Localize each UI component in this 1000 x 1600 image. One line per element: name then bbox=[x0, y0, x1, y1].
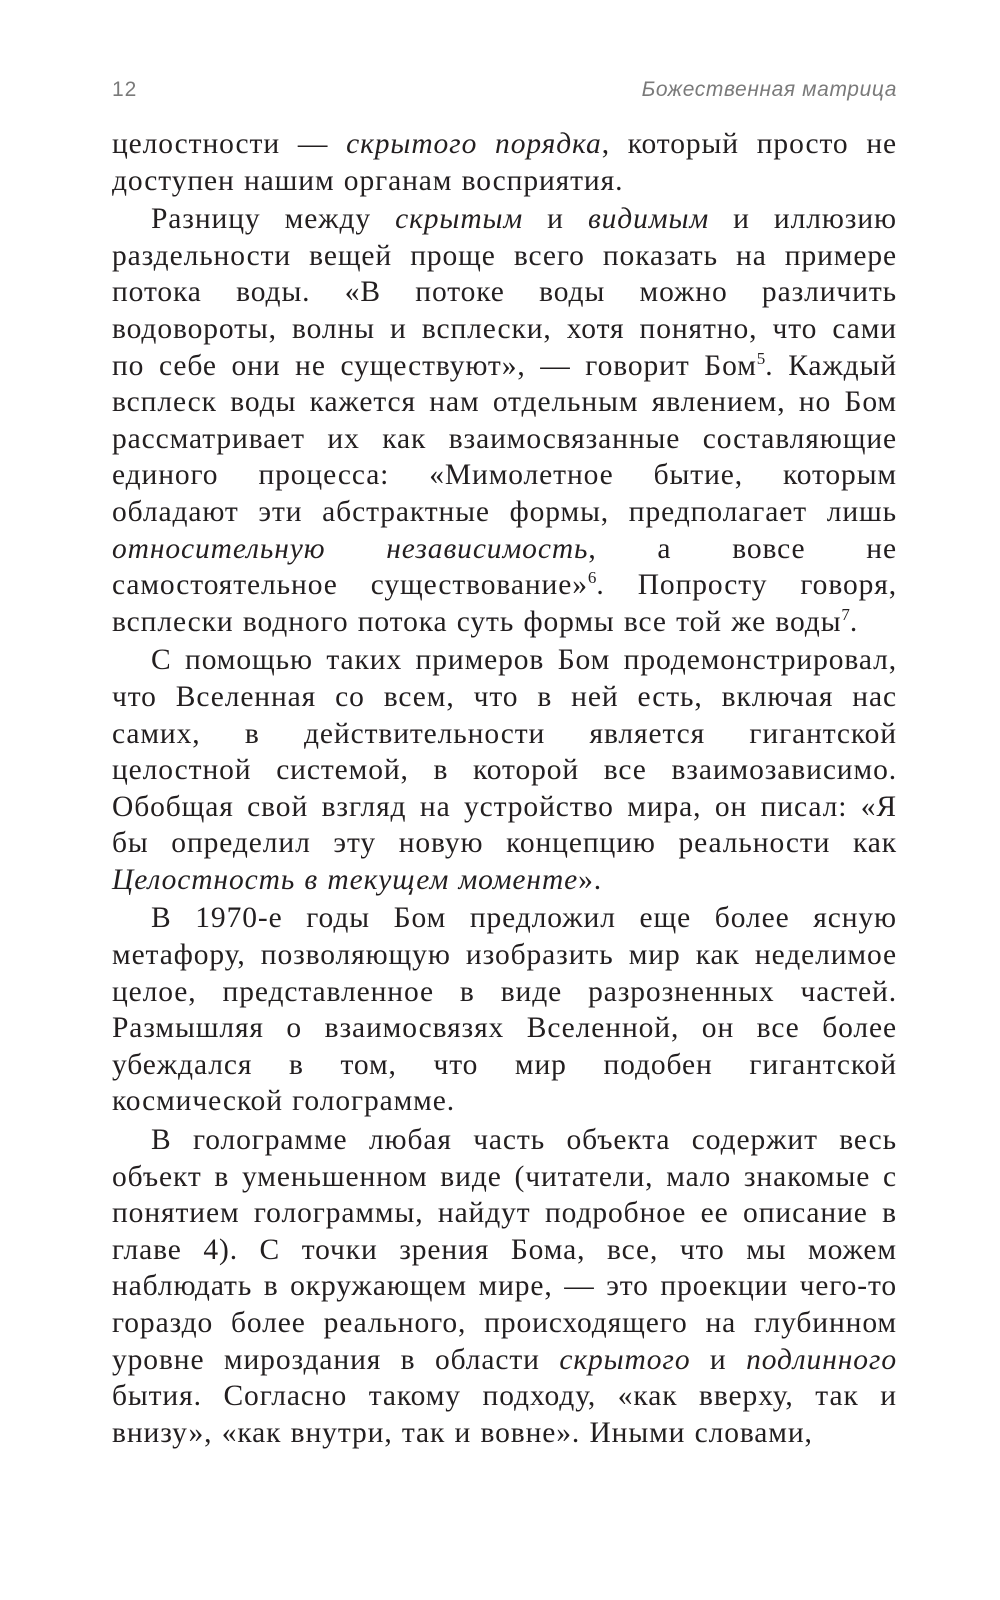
paragraph-2 bbox=[112, 201, 897, 640]
paragraph-5 bbox=[112, 1122, 897, 1451]
text-run: и bbox=[523, 203, 588, 236]
text-run: и bbox=[690, 1343, 747, 1376]
text-run: бытия. Согласно такому подходу, «как вверху, так и внизу», «как внутри, так и вовне». Иными словами, bbox=[112, 1380, 897, 1449]
italic-run: подлинного bbox=[746, 1343, 897, 1376]
text-run: В голограмме любая часть объекта содержит весь объект в уменьшенном виде (читатели, мало знакомые с понятием голограммы, найдут подробное ее описание в главе 4). С точки зрения Бома, все, что мы можем наблюдать в окружающем мире, — это проекции чего-то гораздо более реального, происходящего на глубинном уровне мироздания в области bbox=[112, 1124, 897, 1376]
running-header bbox=[112, 78, 897, 108]
text-run: целостности — bbox=[112, 128, 347, 160]
text-run: , а вовсе не самостоятельное существование» bbox=[112, 532, 897, 602]
italic-run: видимым bbox=[587, 203, 710, 236]
body-text bbox=[112, 126, 897, 1451]
text-run: . bbox=[849, 605, 859, 638]
italic-run: скрытым bbox=[395, 203, 524, 236]
italic-run: Целостность в текущем моменте bbox=[112, 863, 579, 896]
text-run: ». bbox=[578, 863, 603, 896]
footnote-marker[interactable]: 6 bbox=[587, 568, 597, 588]
text-run: С помощью таких примеров Бом продемонстрировал, что Вселенная со всем, что в ней есть, включая нас самих, в действительности является гигантской целостной системой, в которой все взаимозависимо. Обобщая свой взгляд на устройство мира, он писал: «Я бы определил эту новую концепцию реальности как bbox=[112, 644, 897, 860]
text-run: . Каждый всплеск воды кажется нам отдельным явлением, но Бом рассматривает их как взаимосвязанные составляющие единого процесса: «Мимолетное бытие, которым обладают эти абстрактные формы, предполагает лишь bbox=[112, 349, 897, 528]
text-run: , который просто не доступен нашим органам восприятия. bbox=[112, 128, 898, 197]
running-title: Божественная матрица bbox=[641, 78, 897, 101]
paragraph-1 bbox=[112, 126, 897, 199]
text-run: . Попросту говоря, всплески водного потока суть формы все той же воды bbox=[112, 569, 897, 638]
footnote-marker[interactable]: 7 bbox=[841, 604, 850, 624]
page-number: 12 bbox=[112, 78, 138, 101]
italic-run: скрытого bbox=[559, 1343, 691, 1376]
italic-run: скрытого порядка bbox=[346, 128, 602, 160]
text-run: и иллюзию раздельности вещей проще всего показать на примере потока воды. «В потоке воды можно различить водовороты, волны и всплески, хотя понятно, что сами по себе они не существуют», — говорит Бом bbox=[112, 203, 897, 382]
paragraph-4 bbox=[112, 900, 897, 1120]
paragraph-3 bbox=[112, 642, 897, 898]
italic-run: относительную независимость bbox=[112, 532, 589, 565]
text-run: Разницу между bbox=[151, 203, 396, 236]
footnote-marker[interactable]: 5 bbox=[756, 348, 766, 368]
text-run: В 1970-е годы Бом предложил еще более ясную метафору, позволяющую изобразить мир как неделимое целое, представленное в виде разрозненных частей. Размышляя о взаимосвязях Вселенной, он все более убеждался в том, что мир подобен гигантской космической голограмме. bbox=[112, 902, 897, 1118]
